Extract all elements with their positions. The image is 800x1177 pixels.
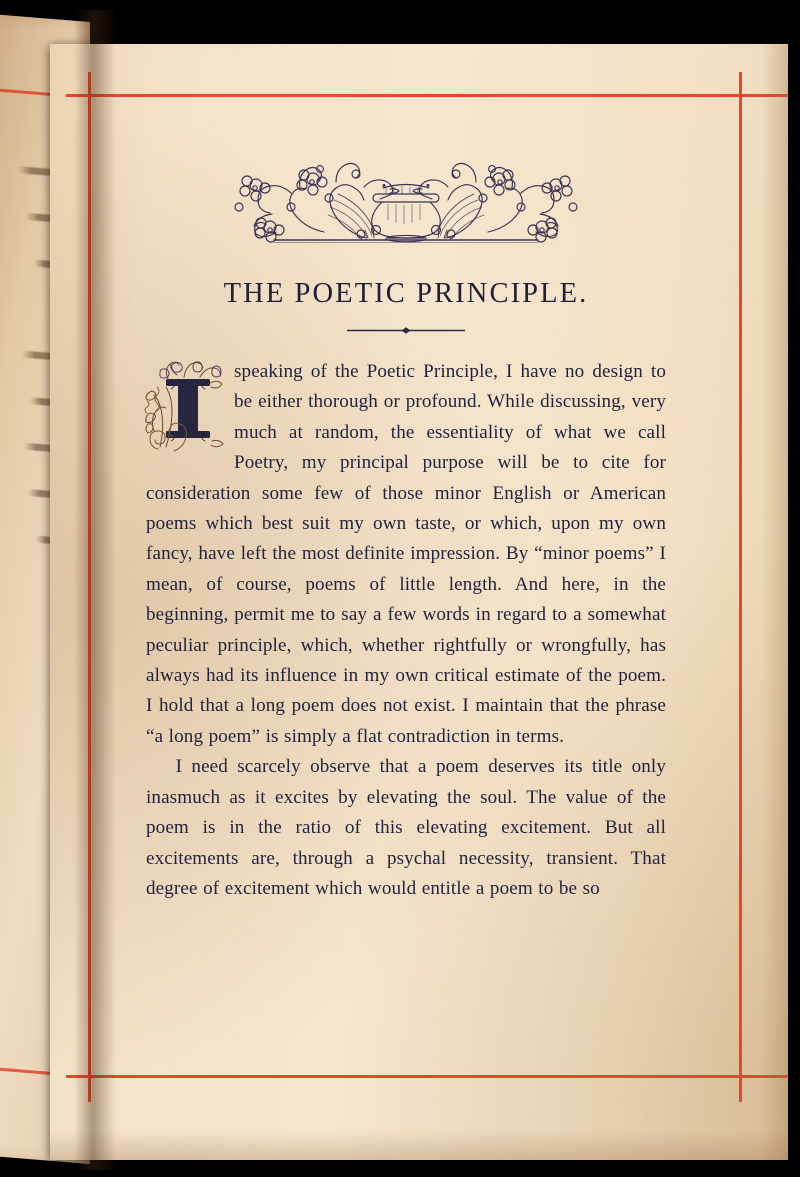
body-paragraph-1 [146,357,666,752]
type-area [146,152,666,904]
main-page-recto [50,44,788,1160]
border-rule-bottom [66,1075,788,1078]
page-outer-edge-shading [762,44,788,1160]
border-rule-left [88,72,91,1102]
page-title: THE POETIC PRINCIPLE. [223,278,589,309]
bird-and-urn-headpiece-icon [216,152,596,252]
body-paragraph-1-text: speaking of the Poetic Principle, I have no design to be either thorough or profound. While discussing, very much at random, the essentiality of what we call Poetry, my principal purpose will be to cite for consideration some few of those minor English or American poems which best suit my own taste, or which, upon my own fancy, have left the most definite impression. By “minor poems” I mean, of course, poems of little length. And here, in the beginning, permit me to say a few words in regard to a somewhat peculiar principle, which, whether rightfully or wrongfully, has always had its influence in my own critical estimate of the poem. I hold that a long poem does not exist. I maintain that the phrase “a long poem” is simply a flat contradiction in terms. [146,361,666,747]
border-rule-right [739,72,742,1102]
body-paragraph-2: I need scarcely observe that a poem deserves its title only inasmuch as it excites by elevating the soul. The value of the poem is in the ratio of this elevating excitement. But all excitements are, through a psychal necessity, transient. That degree of excitement which would entitle a poem to be so [146,756,666,899]
diamond-swell-rule-icon [345,326,467,335]
illuminated-initial-i-icon [144,361,228,453]
page-foot-shading [50,1130,788,1160]
border-rule-top [66,94,788,97]
